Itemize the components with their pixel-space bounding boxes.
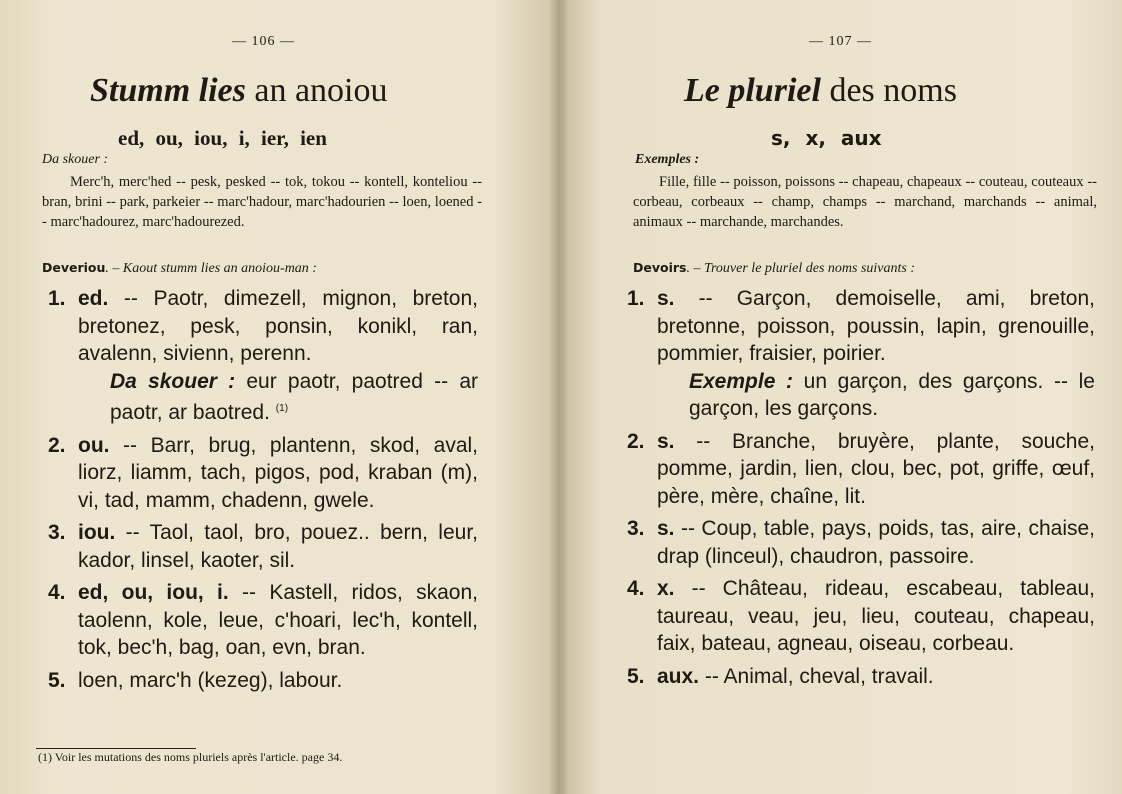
exercise-item <box>48 285 478 427</box>
exercise-label: Devoirs <box>633 260 687 275</box>
item-number: 5. <box>627 664 645 688</box>
item-words: -- Garçon, demoiselle, ami, breton, bretonne, poisson, poussin, lapin, grenouille, pommier, fraisier, poirier. <box>657 287 1095 365</box>
footnote-mark: (1) <box>275 403 289 414</box>
item-words: -- Animal, cheval, travail. <box>699 664 934 688</box>
item-words: -- Coup, table, pays, poids, tas, aire, chaise, drap (linceul), chaudron, passoire. <box>657 517 1095 568</box>
item-number: 3. <box>48 521 66 544</box>
item-words: -- Château, rideau, escabeau, tableau, taureau, veau, jeu, lieu, couteau, chapeau, faix, bateau, agneau, oiseau, corbeau. <box>657 577 1095 655</box>
example2-label: Da skouer : <box>110 369 236 393</box>
item-number: 4. <box>48 581 66 604</box>
example-sentence <box>657 368 1095 423</box>
title-rest: des noms <box>820 72 957 109</box>
item-ending: ou. <box>78 433 110 457</box>
exercise-item <box>48 519 478 574</box>
example-sentence <box>78 368 478 427</box>
exercise-item <box>48 432 478 515</box>
item-number: 5. <box>48 668 66 692</box>
page-number: — 107 — <box>809 34 872 49</box>
item-ending: s. <box>657 517 675 540</box>
item-ending: s. <box>657 287 675 310</box>
page-number: — 106 — <box>232 34 295 49</box>
title-rest: an anoiou <box>245 72 388 109</box>
example-label: Da skouer : <box>42 152 109 167</box>
example2-text: eur paotr, paotred -- ar paotr, ar baotred. <box>110 369 478 424</box>
item-words: -- Branche, bruyère, plante, souche, pomme, jardin, lien, clou, bec, pot, griffe, œuf, père, mère, chaîne, lit. <box>657 429 1095 508</box>
footnote: (1) Voir les mutations des noms pluriels après l'article. page 34. <box>38 750 343 764</box>
exercise-item <box>627 663 1095 691</box>
exercise-text: . – Trouver le pluriel des noms suivants : <box>686 261 916 276</box>
page-title <box>684 72 957 110</box>
item-number: 4. <box>627 577 645 600</box>
item-words: -- Barr, brug, plantenn, skod, aval, liorz, liamm, tach, pigos, pod, kraban (m), vi, tad, mamm, chadenn, gwele. <box>78 433 478 512</box>
item-words: -- Taol, taol, bro, pouez.. bern, leur, kador, linsel, kaoter, sil. <box>78 521 478 572</box>
item-ending: ed, ou, iou, i. <box>78 581 229 604</box>
item-ending: iou. <box>78 521 116 544</box>
title-italic: Le pluriel <box>684 72 821 109</box>
example-text: Fille, fille -- poisson, poissons -- chapeau, chapeaux -- couteau, couteaux -- corbeau, corbeaux -- champ, champs -- marchand, marchands -- animal, animaux -- marchande, marchandes. <box>633 174 1097 230</box>
item-words: -- Paotr, dimezell, mignon, breton, bretonez, pesk, ponsin, konikl, ran, avalenn, sivienn, perenn. <box>78 287 478 365</box>
right-page <box>561 0 1122 794</box>
title-italic: Stumm lies <box>90 72 246 109</box>
endings-heading: s, x, aux <box>771 126 882 150</box>
exercise-item <box>627 428 1095 511</box>
item-number: 1. <box>627 287 645 310</box>
example-text: Merc'h, merc'hed -- pesk, pesked -- tok, tokou -- kontell, konteliou -- bran, brini -- park, parkeier -- marc'hadour, marc'hadourien -- loen, loened -- marc'hadourez, marc'hadourezed. <box>42 174 482 230</box>
exercise-item <box>48 579 478 662</box>
exercise-item <box>48 667 478 695</box>
footnote-rule <box>36 748 196 749</box>
exercise-item <box>627 515 1095 570</box>
item-ending: x. <box>657 577 675 600</box>
page-title <box>90 72 388 110</box>
exercise-text: . – Kaout stumm lies an anoiou-man : <box>105 261 317 276</box>
item-number: 3. <box>627 517 645 540</box>
exercise-list <box>627 285 1095 695</box>
item-words: loen, marc'h (kezeg), labour. <box>78 668 343 692</box>
item-ending: ed. <box>78 287 109 310</box>
example2-label: Exemple : <box>689 369 794 393</box>
exercise-list <box>48 285 478 699</box>
item-number: 1. <box>48 287 66 310</box>
example-label: Exemples : <box>635 152 700 167</box>
item-number: 2. <box>627 429 645 453</box>
item-number: 2. <box>48 433 66 457</box>
item-words: -- Kastell, ridos, skaon, taolenn, kole, leue, c'hoari, lec'h, kontell, tok, bec'h, bag, oan, evn, bran. <box>78 581 479 659</box>
exercise-item <box>627 575 1095 658</box>
item-ending: s. <box>657 429 675 453</box>
item-ending: aux. <box>657 664 700 688</box>
exercise-item <box>627 285 1095 423</box>
exercise-instruction <box>42 260 317 277</box>
exercise-instruction <box>633 260 915 277</box>
endings-heading: ed, ou, iou, i, ier, ien <box>118 126 327 150</box>
example2-text: un garçon, des garçons. -- le garçon, les garçons. <box>689 369 1095 420</box>
book-gutter <box>549 0 569 794</box>
exercise-label: Deveriou <box>42 260 106 275</box>
